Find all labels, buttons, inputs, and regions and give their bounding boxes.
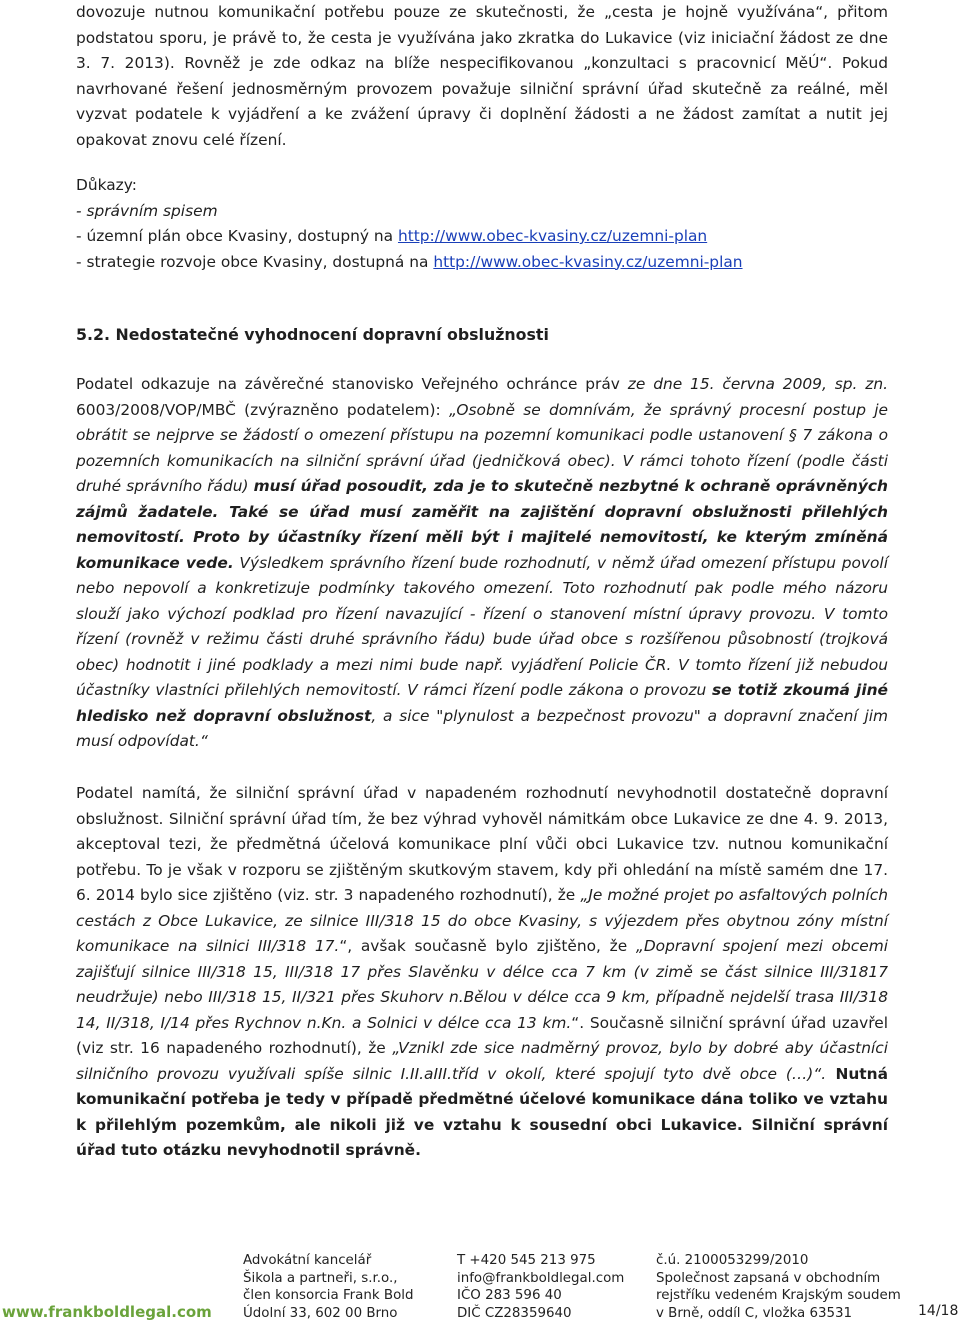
- final-quote-1: „Je možné projet po asfaltových polních cestách z Obce Lukavice, ze silnice III/318 15 do obce Kvasiny, s výjezdem přes obytnou zóny místní komunikace na silnici III/318 17.: [76, 886, 888, 955]
- ombudsman-quote-emphasis2: se totiž zkoumá jiné hledisko než dopravní obslužnost: [76, 681, 888, 725]
- page-number: 14/18: [918, 1303, 959, 1319]
- evidence-item-uzemni-plan: [76, 224, 888, 250]
- evidence-item-spis: [76, 199, 888, 225]
- paragraph-top: [76, 0, 888, 153]
- evidence-block: [76, 173, 888, 275]
- paragraph-final: [76, 781, 888, 1164]
- ombudsman-quote-part1: „Osobně se domnívám, že správný procesní postup je obrátit se nejprve se žádostí o omezení přístupu na pozemní komunikaci podle ustanovení § 7 zákona o pozemních komunikacích na silniční správní úřad (jedničková obec). V rámci tohoto řízení (podle části druhé správního řádu): [76, 400, 888, 495]
- footer-registry-line: rejstříku vedeném Krajským soudem: [656, 1288, 901, 1304]
- footer-firm-line: člen konsorcia Frank Bold: [243, 1288, 414, 1304]
- ombudsman-date: ze dne 15. června 2009, sp. zn.: [627, 375, 889, 393]
- strategie-link[interactable]: http://www.obec-kvasiny.cz/uzemni-plan: [433, 252, 743, 271]
- footer-email[interactable]: info@frankboldlegal.com: [457, 1270, 625, 1286]
- evidence-item-uzemni-plan-text: - územní plán obce Kvasiny, dostupný na: [76, 227, 398, 245]
- evidence-item-strategie: [76, 250, 888, 276]
- paragraph-top-text: dovozuje nutnou komunikační potřebu pouze ze skutečnosti, že „cesta je hojně využívána“, přitom podstatou sporu, je právě to, že cesta je využívána jako zkratka do Lukavice (viz iniciační žádost ze dne 3. 7. 2013). Rovněž je zde odkaz na blíže nespecifikovanou „konzultaci s pracovnicí MěÚ“. Pokud navrhované řešení jednosměrným provozem považuje silniční správní úřad skutečně za reálné, měl vyzvat podatele k vyjádření a ke zvážení úpravy či doplnění žádosti a ne žádost zamítat a nutit jej opakovat znovu celé řízení.: [76, 3, 888, 149]
- footer-firm-line: Advokátní kancelář: [243, 1253, 372, 1268]
- ombudsman-quote-part3: , a sice "plynulost a bezpečnost provozu" a dopravní značení jim musí odpovídat.“: [76, 706, 888, 750]
- footer-registry-info: [656, 1252, 901, 1322]
- footer-website[interactable]: www.frankboldlegal.com: [2, 1303, 212, 1321]
- ombudsman-file-number: 6003/2008/VOP/MBČ (zvýrazněno podatelem):: [76, 400, 449, 419]
- ombudsman-quote-emphasis1: musí úřad posoudit, zda je to skutečně nezbytné k ochraně oprávněných zájmů žadatele. Také se úřad musí zaměřit na zajištění dopravní obslužnosti přilehlých nemovitostí. Proto by účastníky řízení měli být i majitelé nemovitostí, ke kterým zmíněná komunikace vede.: [76, 477, 888, 572]
- paragraph-ombudsman: [76, 372, 888, 755]
- final-quote-2: „Dopravní spojení mezi obcemi zajišťují silnice III/318 15, III/318 17 přes Slavěnku v délce cca 7 km (v zimě se část silnice III/31817 neudržuje) nebo III/318 15, II/321 přes Skuhorv n.Bělou v délce cca 9 km, případně nejdelší trasa III/318 14, II/318, I/14 přes Rychnov n.Kn. a Solnici v délce cca 13 km.: [76, 937, 889, 1032]
- final-text-2: “, avšak současně bylo zjištěno, že: [339, 937, 636, 955]
- footer-firm-info: [243, 1252, 413, 1322]
- uzemni-plan-link[interactable]: http://www.obec-kvasiny.cz/uzemni-plan: [397, 227, 708, 245]
- evidence-item-strategie-text: - strategie rozvoje obce Kvasiny, dostupná na: [76, 252, 434, 271]
- evidence-title: Důkazy:: [76, 176, 137, 194]
- footer-contact-info: [457, 1252, 624, 1322]
- footer-firm-line: Šikola a partneři, s.r.o.,: [243, 1270, 398, 1286]
- evidence-item-spis-text: - správním spisem: [76, 201, 218, 220]
- footer-ico: IČO 283 596 40: [457, 1288, 562, 1304]
- footer-dic: DIČ CZ28359640: [457, 1305, 572, 1321]
- final-text-3: “. Současně silniční správní úřad uzavřel (viz str. 16 napadeného rozhodnutí), že: [76, 1013, 888, 1057]
- final-text-1: Podatel namítá, že silniční správní úřad v napadeném rozhodnutí nevyhodnotil dostatečně dopravní obslužnost. Silniční správní úřad tím, že bez výhrad vyhověl námitkám obce Lukavice ze dne 4. 9. 2013, akceptoval tezi, že předmětná účelová komunikace plní vůči obci Lukavice tzv. nutnou komunikační potřebu. To je však v rozporu se zjištěným skutkovým stavem, kdy při ohledání na místě samém dne 17. 6. 2014 bylo sice zjištěno (viz. str. 3 napadeného rozhodnutí), že: [76, 784, 888, 904]
- footer-firm-line: Údolní 33, 602 00 Brno: [243, 1305, 398, 1321]
- footer-bank-account: č.ú. 2100053299/2010: [656, 1253, 809, 1268]
- footer-registry-line: v Brně, oddíl C, vložka 63531: [656, 1305, 853, 1321]
- footer-registry-line: Společnost zapsaná v obchodním: [656, 1270, 881, 1286]
- section-heading: 5.2. Nedostatečné vyhodnocení dopravní obslužnosti: [76, 325, 549, 344]
- footer-phone: T +420 545 213 975: [457, 1253, 596, 1268]
- final-quote-3: „Vznikl zde sice nadměrný provoz, bylo by dobré aby účastníci silničního provozu využívali spíše silnic I.II.aIII.tříd v okolí, které spojují tyto dvě obce (…)“.: [76, 1039, 888, 1083]
- ombudsman-quote-part2: Výsledkem správního řízení bude rozhodnutí, v němž úřad omezení přístupu povolí nebo nepovolí a konkretizuje podmínky takového omezení. Toto rozhodnutí pak podle mého názoru slouží jako výchozí podklad pro řízení navazující - řízení o stanovení místní úpravy provozu. V tomto řízení (rovněž v režimu části druhé správního řádu) bude úřad obce s rozšířenou působností (trojková obec) hodnotit i jiné podklady a mezi nimi bude např. vyjádření Policie ČR. V tomto řízení již nebudou účastníky vlastníci přilehlých nemovitostí. V rámci řízení podle zákona o provozu: [76, 553, 888, 699]
- ombudsman-intro: Podatel odkazuje na závěrečné stanovisko Veřejného ochránce práv: [76, 375, 628, 393]
- final-conclusion: Nutná komunikační potřeba je tedy v případě předmětné účelové komunikace dána toliko ve vztahu k přilehlým pozemkům, ale nikoli již ve vztahu k sousední obci Lukavice. Silniční správní úřad tuto otázku nevyhodnotil správně.: [76, 1064, 888, 1159]
- page-footer: [0, 1252, 960, 1326]
